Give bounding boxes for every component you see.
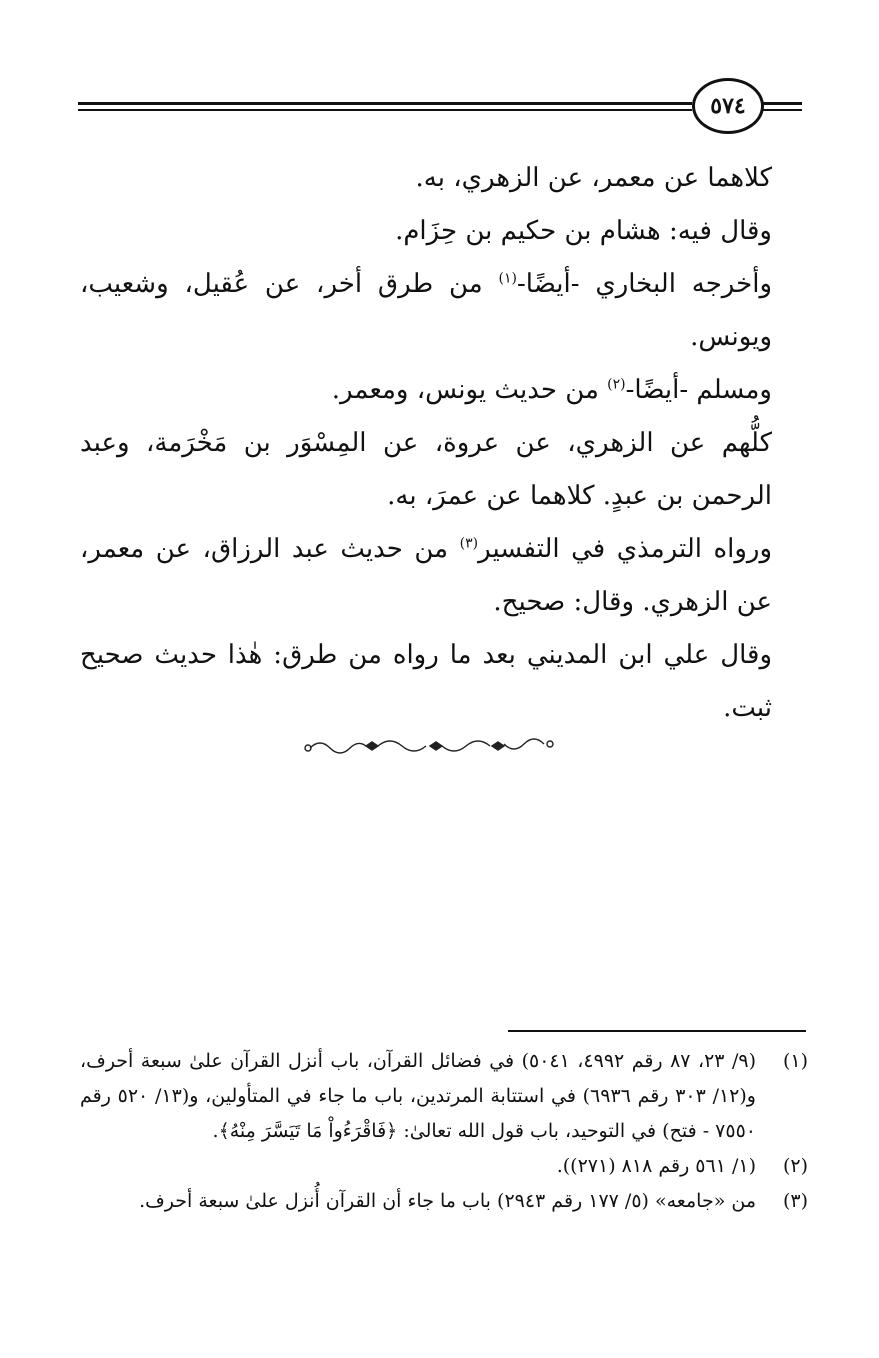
footnote-ref-3[interactable]: (٣) [459, 535, 479, 552]
text-span: من حديث يونس، ومعمر. [331, 375, 599, 405]
page-number: ٥٧٤ [692, 78, 764, 134]
text-span: ومسلم -أيضًا- [625, 375, 772, 405]
footnote-3 [80, 1184, 808, 1219]
footnote-1 [80, 1044, 808, 1149]
main-text [80, 152, 808, 735]
footnote-separator [508, 1030, 806, 1032]
header-rule-top [78, 102, 692, 105]
page-header [78, 78, 802, 142]
text-span: من طرق أخر، عن عُقيل، وشعيب، ويونس. [80, 269, 772, 352]
header-rule-bottom [78, 109, 692, 111]
footnote-number: (٣) [782, 1190, 808, 1212]
footnote-number: (١) [782, 1050, 808, 1072]
header-rule-right-top [760, 102, 802, 105]
text-span: من حديث عبد الرزاق، عن معمر، عن الزهري. وقال: صحيح. [80, 534, 772, 617]
text-paragraph: وقال علي ابن المديني بعد ما رواه من طرق: هٰذا حديث صحيح ثبت. [80, 640, 772, 723]
header-rule-right-bottom [760, 109, 802, 111]
text-paragraph [80, 258, 808, 364]
text-span: ورواه الترمذي في التفسير [478, 534, 773, 564]
text-line: كلاهما عن معمر، عن الزهري، به. [415, 163, 772, 193]
footnote-ref-1[interactable]: (١) [498, 270, 518, 287]
footnote-text: من «جامعه» (٥/ ١٧٧ رقم ٢٩٤٣) باب ما جاء أن القرآن أُنزل علىٰ سبعة أحرف. [139, 1190, 756, 1212]
text-paragraph [80, 364, 808, 417]
text-span: وأخرجه البخاري -أيضًا- [517, 269, 772, 299]
text-line: وقال فيه: هشام بن حكيم بن حِزَام. [395, 216, 772, 246]
footnote-text: (٩/ ٢٣، ٨٧ رقم ٤٩٩٢، ٥٠٤١) في فضائل القرآن، باب أنزل القرآن علىٰ سبعة أحرف، و(١٢/ ٣٠٣ رقم ٦٩٣٦) في استتابة المرتدين، باب ما جاء في المتأولين، و(١٣/ ٥٢٠ رقم ٧٥٥٠ - فتح) في التوحيد، باب قول الله تعالىٰ: ﴿فَاقْرَءُواْ مَا تَيَسَّرَ مِنْهُ﴾. [80, 1050, 756, 1142]
text-paragraph: كلُّهم عن الزهري، عن عروة، عن المِسْوَر بن مَخْرَمة، وعبد الرحمن بن عبدٍ. كلاهما عن عمرَ، به. [80, 428, 772, 511]
footnote-text: (١/ ٥٦١ رقم ٨١٨ (٢٧١)). [556, 1155, 756, 1177]
ornament-divider-icon [300, 732, 560, 760]
footnote-number: (٢) [782, 1155, 808, 1177]
footnote-2 [80, 1149, 808, 1184]
footnote-ref-2[interactable]: (٢) [607, 376, 626, 393]
text-paragraph [80, 523, 808, 629]
footnotes [80, 1044, 808, 1219]
